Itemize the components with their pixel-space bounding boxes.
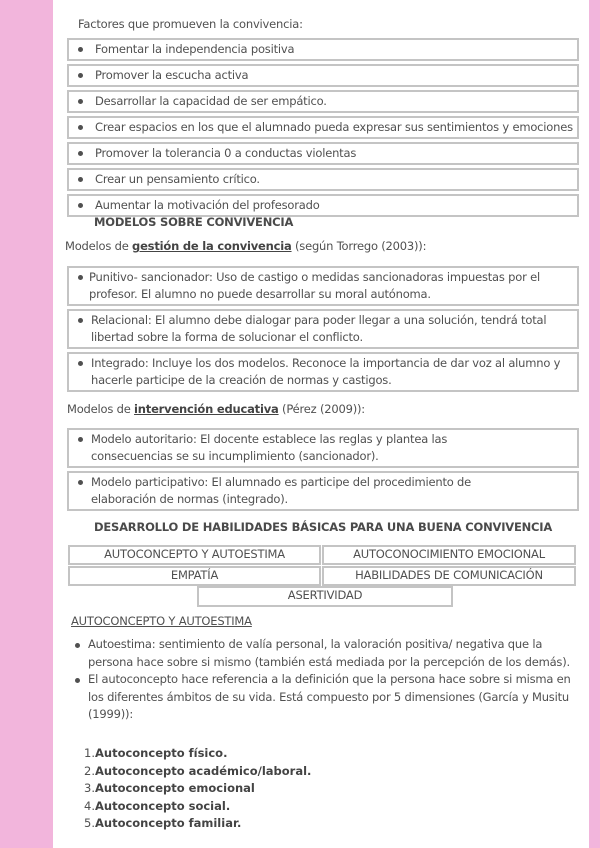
item-label: Autoconcepto físico. [94, 746, 228, 760]
gestion-suffix: (según Torrego (2003)): [291, 239, 427, 253]
intervencion-suffix: (Pérez (2009)): [278, 402, 365, 416]
gestion-prefix: Modelos de [65, 239, 133, 253]
habilidades-heading: DESARROLLO DE HABILIDADES BÁSICAS PARA UNA BUENA CONVIVENCIA [94, 520, 553, 534]
list-item: Modelo autoritario: El docente establece las reglas y plantea las consecuencias se su incumplimiento (sancionador). [67, 428, 579, 468]
grid-autoconocimiento: AUTOCONOCIMIENTO EMOCIONAL [322, 545, 576, 565]
list-item: Modelo participativo: El alumnado es participe del procedimiento de elaboración de normas (integrado). [67, 471, 579, 511]
list-item: Integrado: Incluye los dos modelos. Reconoce la importancia de dar voz al alumno y hacerle participe de la creación de normas y castigos. [67, 352, 579, 392]
list-item: Crear un pensamiento crítico. [67, 168, 579, 191]
intervencion-list [67, 428, 579, 514]
item-label: Autoconcepto emocional [94, 781, 255, 795]
list-item [84, 815, 384, 833]
list-item: Promover la tolerancia 0 a conductas violentas [67, 142, 579, 165]
list-item: Desarrollar la capacidad de ser empático. [67, 90, 579, 113]
autoconcepto-bullets [72, 636, 572, 724]
list-item [84, 780, 384, 798]
dimensions-list [84, 745, 384, 833]
item-number: 1. [84, 746, 95, 760]
grid-asertividad: ASERTIVIDAD [197, 586, 453, 607]
intervencion-link[interactable]: intervención educativa [134, 402, 279, 416]
modelos-heading: MODELOS SOBRE CONVIVENCIA [94, 215, 294, 229]
item-label: Autoconcepto académico/laboral. [94, 763, 312, 778]
list-item: Crear espacios en los que el alumnado pueda expresar sus sentimientos y emociones [67, 116, 579, 139]
list-item [84, 763, 384, 781]
autoconcepto-heading: AUTOCONCEPTO Y AUTOESTIMA [71, 614, 252, 628]
list-item: Relacional: El alumno debe dialogar para poder llegar a una solución, tendrá total libertad sobre la forma de solucionar el conflicto. [67, 309, 579, 349]
list-item: Fomentar la independencia positiva [67, 38, 579, 61]
list-item: Punitivo- sancionador: Uso de castigo o medidas sancionadoras impuestas por el profesor. El alumno no puede desarrollar su moral autónoma. [67, 266, 579, 306]
grid-empatia: EMPATÍA [68, 566, 321, 586]
factores-list [67, 38, 579, 220]
grid-comunicacion: HABILIDADES DE COMUNICACIÓN [322, 566, 576, 586]
list-item: Promover la escucha activa [67, 64, 579, 87]
item-number: 3. [84, 781, 95, 795]
item-number: 2. [84, 763, 95, 778]
factores-title: Factores que promueven la convivencia: [78, 17, 303, 31]
list-item: El autoconcepto hace referencia a la definición que la persona hace sobre si misma en los diferentes ámbitos de su vida. Está compuesto por 5 dimensiones (García y Musitu (1999)): [72, 671, 572, 724]
list-item [84, 745, 384, 763]
gestion-link[interactable]: gestión de la convivencia [132, 239, 292, 253]
item-number: 4. [84, 798, 95, 813]
intervencion-intro [67, 401, 365, 418]
gestion-intro [65, 238, 426, 255]
grid-autoconcepto: AUTOCONCEPTO Y AUTOESTIMA [68, 545, 321, 565]
list-item: Autoestima: sentimiento de valía personal, la valoración positiva/ negativa que la persona hace sobre si mismo (también está mediada por la percepción de los demás). [72, 636, 572, 671]
item-number: 5. [84, 816, 95, 830]
gestion-list [67, 266, 579, 395]
list-item [84, 798, 384, 816]
item-label: Autoconcepto familiar. [94, 816, 242, 830]
intervencion-prefix: Modelos de [67, 402, 135, 416]
item-label: Autoconcepto social. [94, 798, 231, 813]
list-item: Aumentar la motivación del profesorado [67, 194, 579, 217]
